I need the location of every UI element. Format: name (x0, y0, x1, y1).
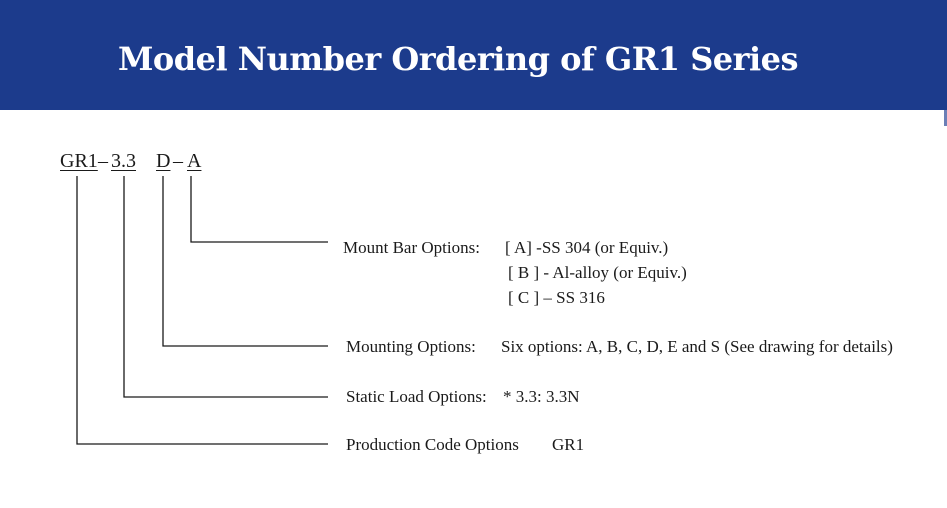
mount-bar-label: Mount Bar Options: (343, 238, 480, 257)
production-code-label: Production Code Options (346, 435, 519, 454)
static-load-label: Static Load Options: (346, 387, 487, 406)
code-part-mounting: D (156, 150, 171, 172)
mount-bar-option-c: [ C ] – SS 316 (508, 288, 605, 307)
code-separator-1: – (98, 150, 108, 172)
connector-mounting (163, 176, 328, 346)
connector-mount-bar (191, 176, 328, 242)
code-separator-2: – (173, 150, 183, 172)
code-part-mount-bar: A (187, 150, 202, 172)
mounting-value: Six options: A, B, C, D, E and S (See drawing for details) (501, 337, 893, 356)
production-code-value: GR1 (552, 435, 585, 454)
mount-bar-option-b: [ B ] - Al-alloy (or Equiv.) (508, 263, 687, 282)
mounting-label: Mounting Options: (346, 337, 476, 356)
code-part-gr1: GR1 (60, 150, 98, 172)
mount-bar-option-a: [ A] -SS 304 (or Equiv.) (505, 238, 669, 257)
page-title: Model Number Ordering of GR1 Series (117, 40, 799, 78)
connector-static-load (124, 176, 328, 397)
connector-production-code (77, 176, 328, 444)
static-load-value: * 3.3: 3.3N (503, 387, 580, 406)
code-part-static-load: 3.3 (111, 150, 136, 172)
